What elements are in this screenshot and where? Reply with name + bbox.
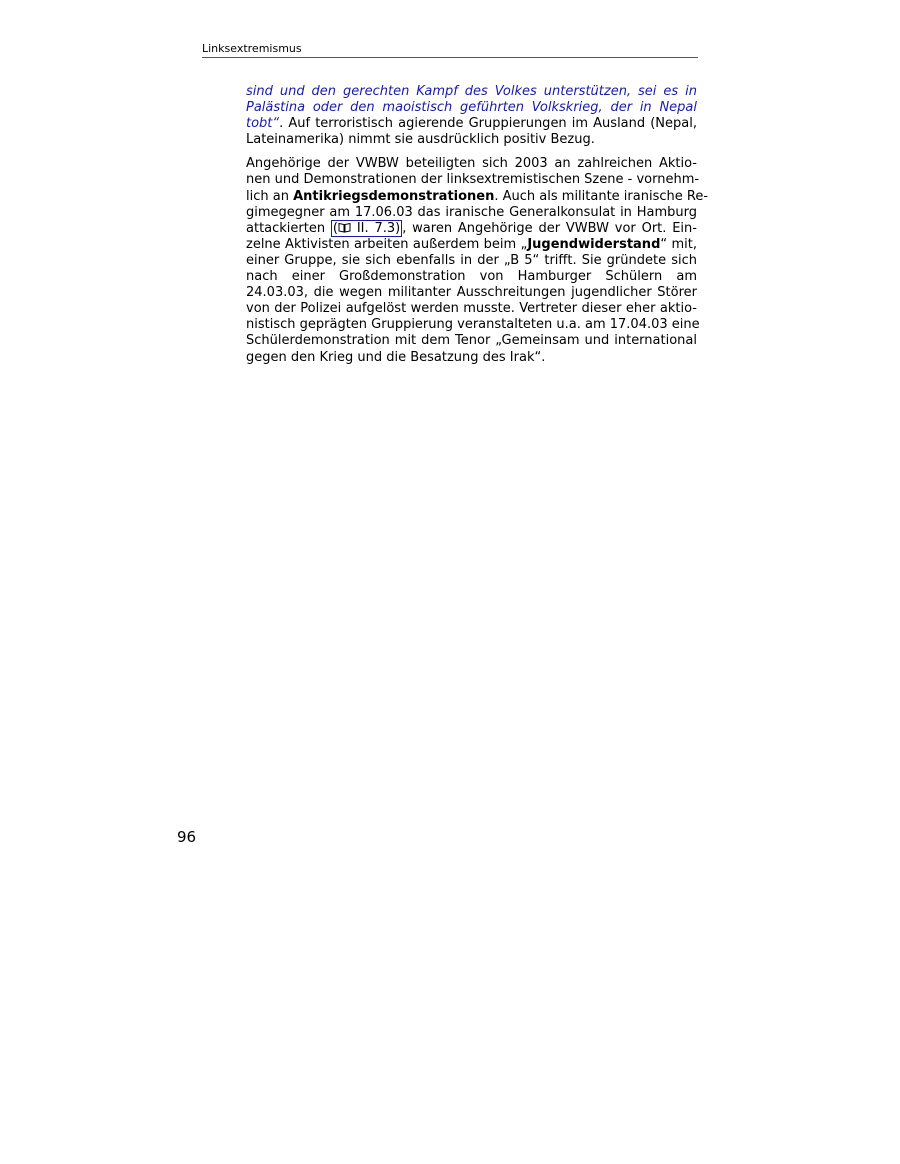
paragraph-2-line-10: von der Polizei aufgelöst werden musste. Vertreter dieser eher aktio- (246, 301, 697, 317)
jugendwiderstand-term: Jugendwiderstand (527, 236, 661, 252)
header-title: Linksextremismus (202, 42, 302, 55)
paragraph-2-line-11: nistisch geprägten Gruppierung veranstalteten u.a. am 17.04.03 eine (246, 317, 700, 333)
paragraph-2-line-3 (246, 188, 709, 205)
ref-text: II. 7.3) (356, 220, 401, 236)
paragraph-2-line-6 (246, 237, 697, 253)
paragraph-2-line-1: Angehörige der VWBW beteiligten sich 2003 an zahlreichen Aktio- (246, 156, 697, 172)
paragraph-1-line-4: Lateinamerika) nimmt sie ausdrücklich positiv Bezug. (246, 132, 595, 148)
running-header (202, 41, 698, 58)
book-icon (338, 222, 351, 233)
antikriegsdemonstrationen-term: Antikriegsdemonstrationen (293, 188, 495, 204)
page-number: 96 (177, 828, 197, 846)
paragraph-2-line-4: gimegegner am 17.06.03 das iranische Generalkonsulat in Hamburg (246, 204, 697, 220)
paragraph-2-line-9: 24.03.03, die wegen militanter Ausschreitungen jugendlicher Störer (246, 285, 697, 301)
paragraph-2-line-12: Schülerdemonstration mit dem Tenor „Gemeinsam und international (246, 333, 697, 349)
main-text (246, 84, 709, 374)
quote-line-2: Palästina oder den maoistisch geführten Volkskrieg, der in Nepal (246, 100, 697, 116)
paragraph-2-line-13: gegen den Krieg und die Besatzung des Irak“. (246, 349, 546, 365)
paragraph-1-line-3-rest: . Auf terroristisch agierende Gruppierungen im Ausland (Nepal, (279, 116, 697, 132)
paragraph-1-line-3 (246, 116, 697, 132)
cross-reference-link[interactable] (331, 220, 402, 237)
ref-open-paren: ( (332, 220, 338, 236)
line-6-post: “ mit, (660, 236, 697, 252)
paragraph-1 (246, 84, 697, 148)
line-3-post: . Auch als militante iranische Re- (494, 188, 709, 204)
quote-line-1: sind und den gerechten Kampf des Volkes unterstützen, sei es in (246, 84, 697, 99)
paragraph-2-line-5 (246, 221, 697, 237)
line-5-post: , waren Angehörige der VWBW vor Ort. Ein- (402, 220, 697, 236)
paragraph-2-line-8: nach einer Großdemonstration von Hamburger Schülern am (246, 269, 697, 285)
line-6-pre: zelne Aktivisten arbeiten außerdem beim „ (246, 236, 528, 252)
quote-end: tobt“ (246, 116, 280, 132)
paragraph-2-line-7: einer Gruppe, sie sich ebenfalls in der „B 5“ trifft. Sie gründete sich (246, 252, 697, 268)
paragraph-2 (246, 156, 709, 365)
line-3-pre: lich an (246, 188, 294, 204)
paragraph-2-line-2: nen und Demonstrationen der linksextremistischen Szene - vornehm- (246, 172, 700, 188)
line-5-pre: attackierten (246, 220, 331, 236)
